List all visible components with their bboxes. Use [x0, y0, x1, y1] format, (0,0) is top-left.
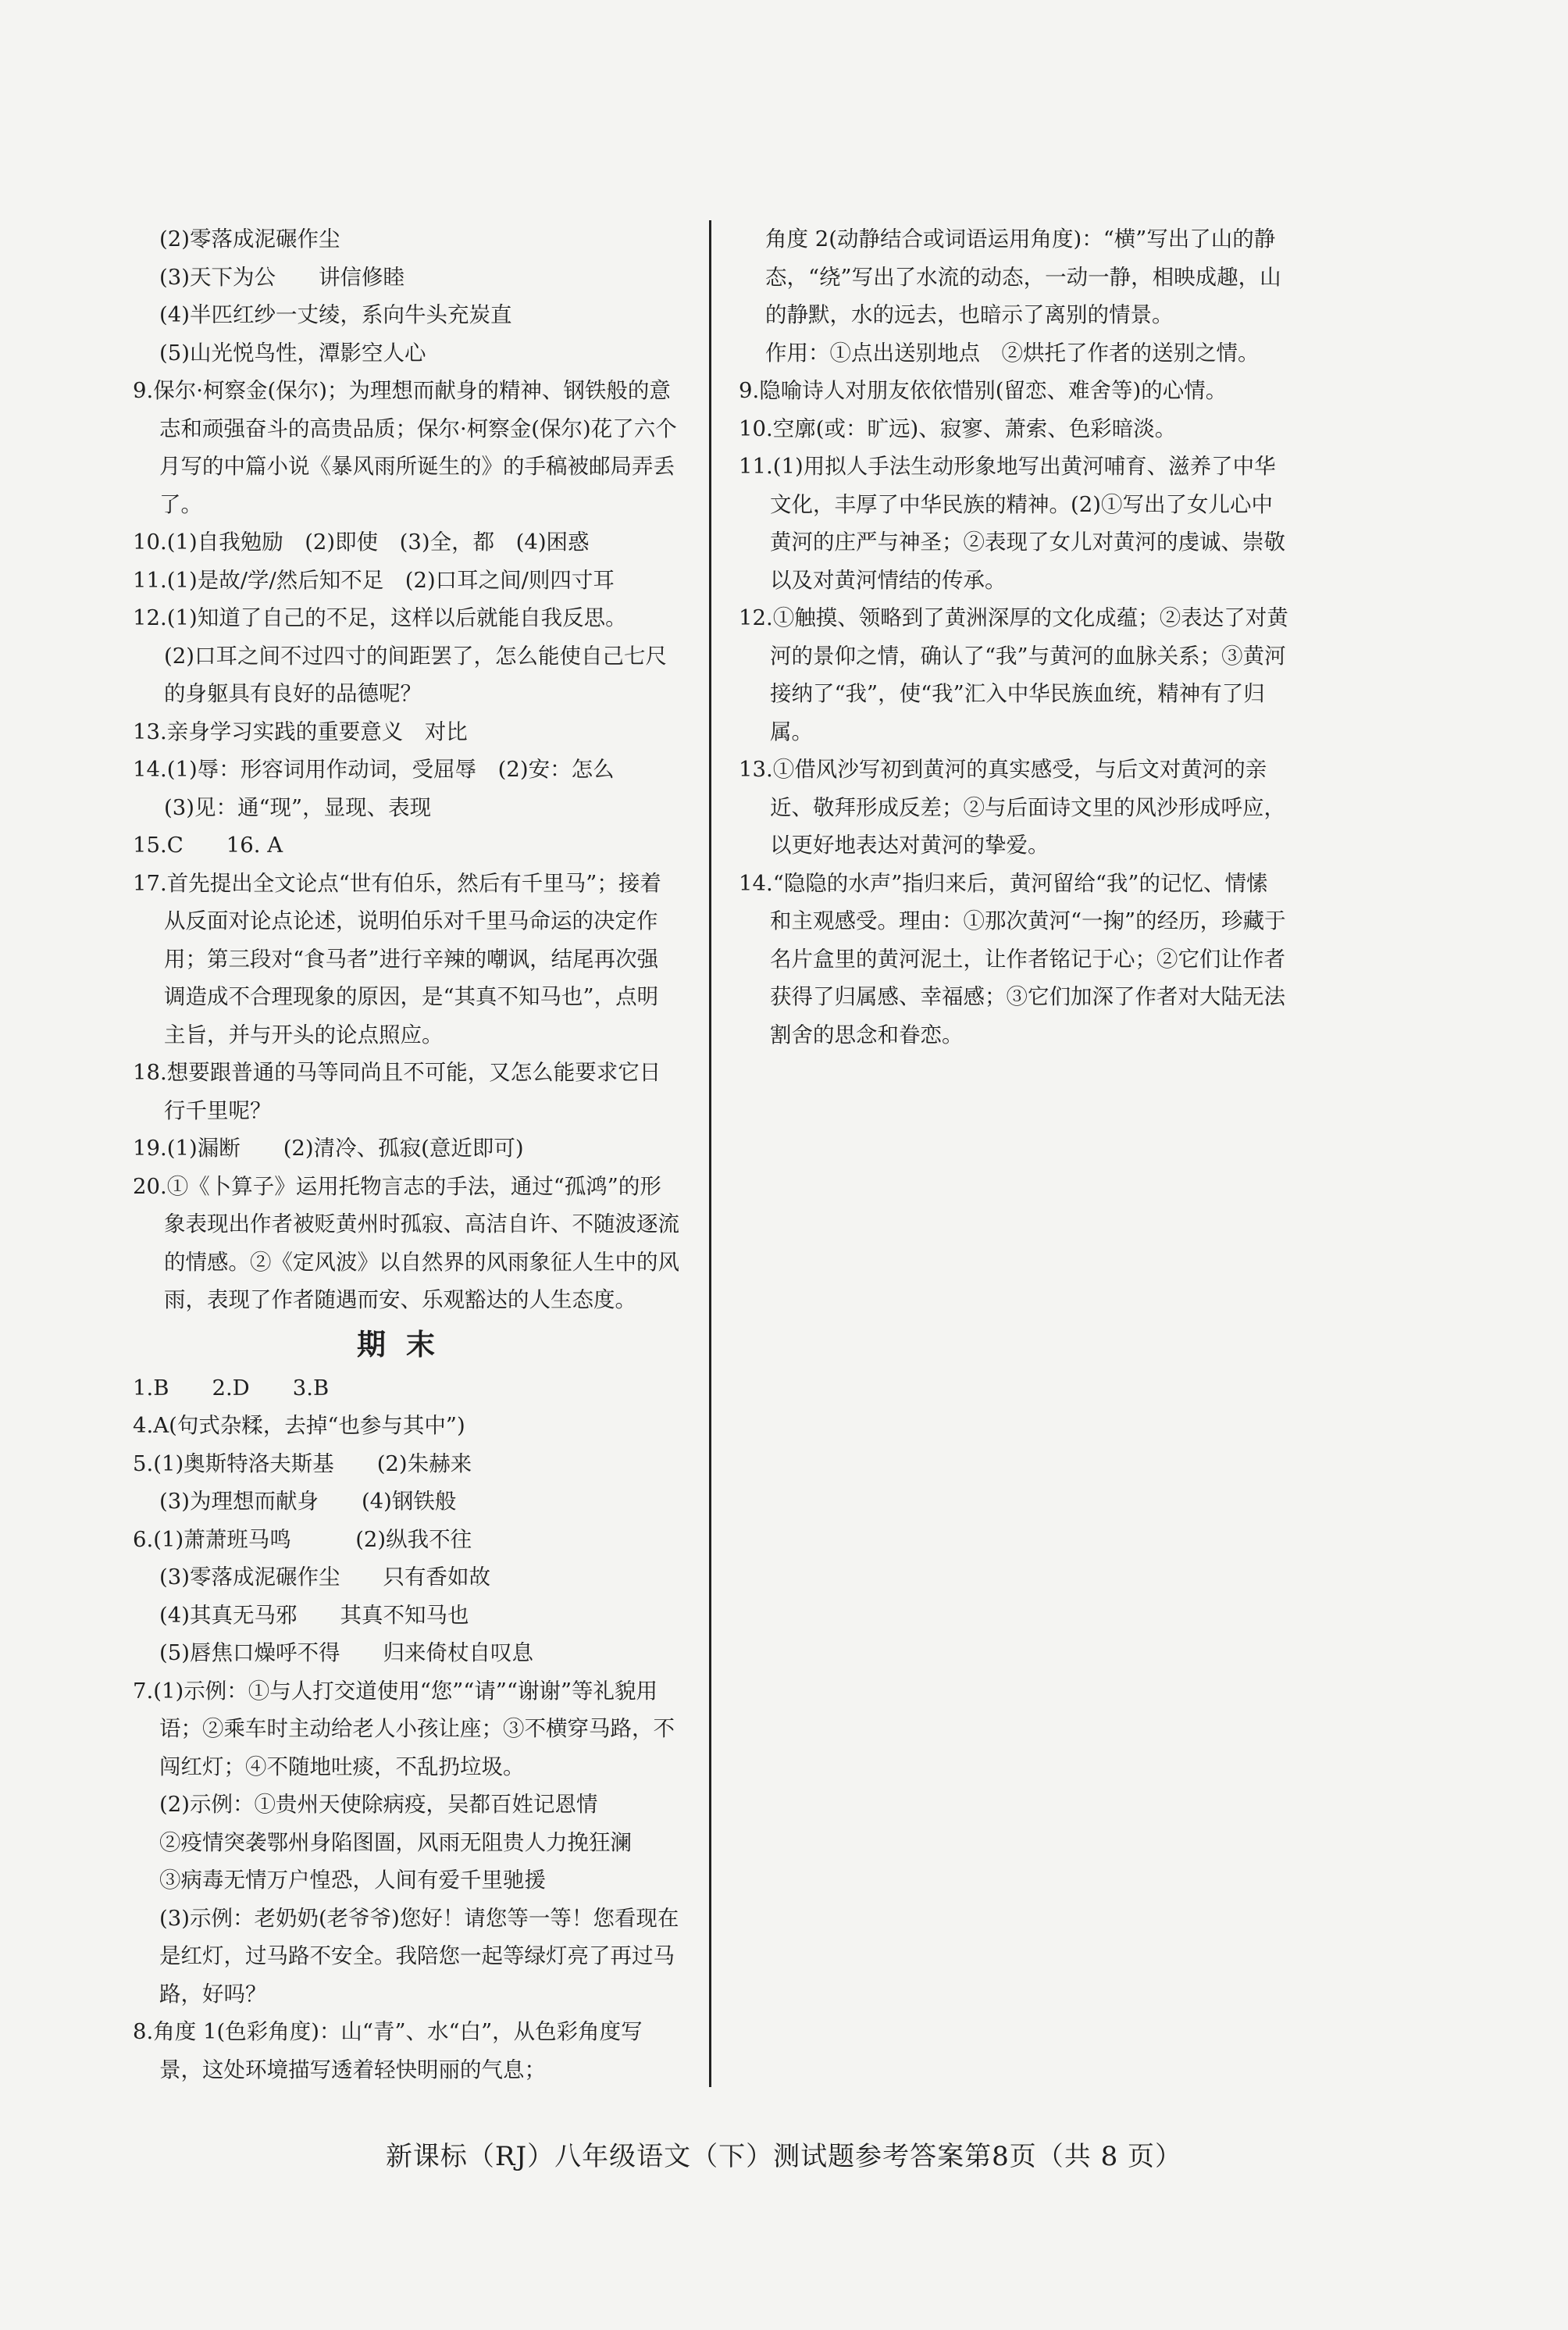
answer-line: 19.(1)漏断 (2)清冷、孤寂(意近即可) [133, 1136, 524, 1161]
answer-line: 9.保尔·柯察金(保尔)；为理想而献身的精神、钢铁般的意志和顽强奋斗的高贵品质；保尔·柯察金(保尔)花了六个月写的中篇小说《暴风雨所诞生的》的手稿被邮局弄丢了。 [133, 378, 677, 517]
answer-line: (4)半匹红纱一丈绫，系向牛头充炭直 [159, 302, 512, 327]
answer-line: 10.(1)自我勉励 (2)即使 (3)全，都 (4)困惑 [133, 530, 590, 555]
answer-line: (5)山光悦鸟性，潭影空人心 [159, 340, 426, 366]
answer-line: 13.亲身学习实践的重要意义 对比 [133, 719, 468, 744]
right-column [739, 220, 1288, 1054]
answer-line: 11.(1)是故/学/然后知不足 (2)口耳之间/则四寸耳 [133, 567, 615, 593]
page-footer: 新课标（RJ）八年级语文（下）测试题参考答案第8页（共 8 页） [385, 2141, 1183, 2172]
column-divider [709, 220, 711, 2087]
answer-line: 8.角度 1(色彩角度)：山“青”、水“白”，从色彩角度写景，这处环境描写透着轻快明丽的气息； [133, 2019, 643, 2082]
answer-line: 7.(1)示例：①与人打交道使用“您”“请”“谢谢”等礼貌用语；②乘车时主动给老人小孩让座；③不横穿马路，不闯红灯；④不随地吐痰，不乱扔垃圾。 [133, 1678, 675, 1779]
answer-line: 6.(1)萧萧班马鸣 (2)纵我不往 [133, 1526, 472, 1552]
answer-line: ③病毒无情万户惶恐，人间有爱千里驰援 [159, 1868, 546, 1893]
answer-line: 13.①借风沙写初到黄河的真实感受，与后文对黄河的亲近、敬拜形成反差；②与后面诗文里的风沙形成呼应，以更好地表达对黄河的挚爱。 [739, 757, 1285, 858]
answer-line: (3)示例：老奶奶(老爷爷)您好！请您等一等！您看现在是红灯，过马路不安全。我陪您一起等绿灯亮了再过马路，好吗？ [159, 1905, 679, 2007]
answer-line: 14.(1)辱：形容词用作动词，受屈辱 (2)安：怎么 [133, 757, 615, 782]
answer-line: (4)其真无马邪 其真不知马也 [159, 1602, 469, 1628]
answer-line: 5.(1)奥斯特洛夫斯基 (2)朱赫来 [133, 1450, 472, 1476]
answer-line: 18.想要跟普通的马等同尚且不可能，又怎么能要求它日行千里呢？ [133, 1060, 661, 1123]
answer-line: 14.“隐隐的水声”指归来后，黄河留给“我”的记忆、情愫和主观感受。理由：①那次黄河“一掬”的经历，珍藏于名片盒里的黄河泥土，让作者铭记于心；②它们让作者获得了归属感、幸福感；③它们加深了作者对大陆无法割舍的思念和眷恋。 [739, 870, 1286, 1047]
answer-line: (2)口耳之间不过四寸的间距罢了，怎么能使自己七尺的身躯具有良好的品德呢？ [164, 643, 667, 706]
answer-line: 17.首先提出全文论点“世有伯乐，然后有千里马”；接着从反面对论点论述，说明伯乐对千里马命运的决定作用；第三段对“食马者”进行辛辣的嘲讽，结尾再次强调造成不合理现象的原因，是“其真不知马也”，点明主旨，并与开头的论点照应。 [133, 870, 661, 1047]
answer-line: (2)零落成泥碾作尘 [159, 227, 340, 252]
answer-line: (5)唇焦口燥呼不得 归来倚杖自叹息 [159, 1640, 533, 1665]
answer-line: 15.C 16. A [133, 833, 283, 858]
answer-line: 11.(1)用拟人手法生动形象地写出黄河哺育、滋养了中华文化，丰厚了中华民族的精神。(2)①写出了女儿心中黄河的庄严与神圣；②表现了女儿对黄河的虔诚、崇敬以及对黄河情结的传承。 [739, 454, 1285, 593]
answer-line: 9.隐喻诗人对朋友依依惜别(留恋、难舍等)的心情。 [739, 378, 1228, 403]
answer-line: (2)示例：①贵州天使除病疫，吴都百姓记恩情 [159, 1792, 598, 1817]
answer-line: (3)见：通“现”，显现、表现 [164, 794, 432, 820]
answer-line: 角度 2(动静结合或词语运用角度)：“横”写出了山的静态，“绕”写出了水流的动态，一动一静，相映成趣，山的静默，水的远去，也暗示了离别的情景。 [765, 227, 1281, 327]
answer-line: 12.(1)知道了自己的不足，这样以后就能自我反思。 [133, 605, 627, 630]
answer-line: (3)天下为公 讲信修睦 [159, 264, 404, 290]
answer-line: 10.空廓(或：旷远)、寂寥、萧索、色彩暗淡。 [739, 416, 1177, 441]
answer-line: 4.A(句式杂糅，去掉“也参与其中”) [133, 1413, 465, 1438]
answer-line: 作用：①点出送别地点 ②烘托了作者的送别之情。 [765, 340, 1260, 366]
answer-line: 12.①触摸、领略到了黄洲深厚的文化成蕴；②表达了对黄河的景仰之情，确认了“我”与黄河的血脉关系；③黄河接纳了“我”，使“我”汇入中华民族血统，精神有了归属。 [739, 605, 1288, 744]
answer-line: ②疫情突袭鄂州身陷图圄，风雨无阻贵人力挽狂澜 [159, 1829, 632, 1855]
answer-line: 20.①《卜算子》运用托物言志的手法，通过“孤鸿”的形象表现出作者被贬黄州时孤寂、高洁自许、不随波逐流的情感。②《定风波》以自然界的风雨象征人生中的风雨，表现了作者随遇而安、乐观豁达的人生态度。 [133, 1173, 679, 1312]
answer-line: 1.B 2.D 3.B [133, 1375, 330, 1400]
answer-line: (3)为理想而献身 (4)钢铁般 [159, 1489, 457, 1514]
answer-line: (3)零落成泥碾作尘 只有香如故 [159, 1565, 490, 1590]
left-column [133, 220, 679, 2089]
section-title: 期末 [357, 1327, 455, 1361]
